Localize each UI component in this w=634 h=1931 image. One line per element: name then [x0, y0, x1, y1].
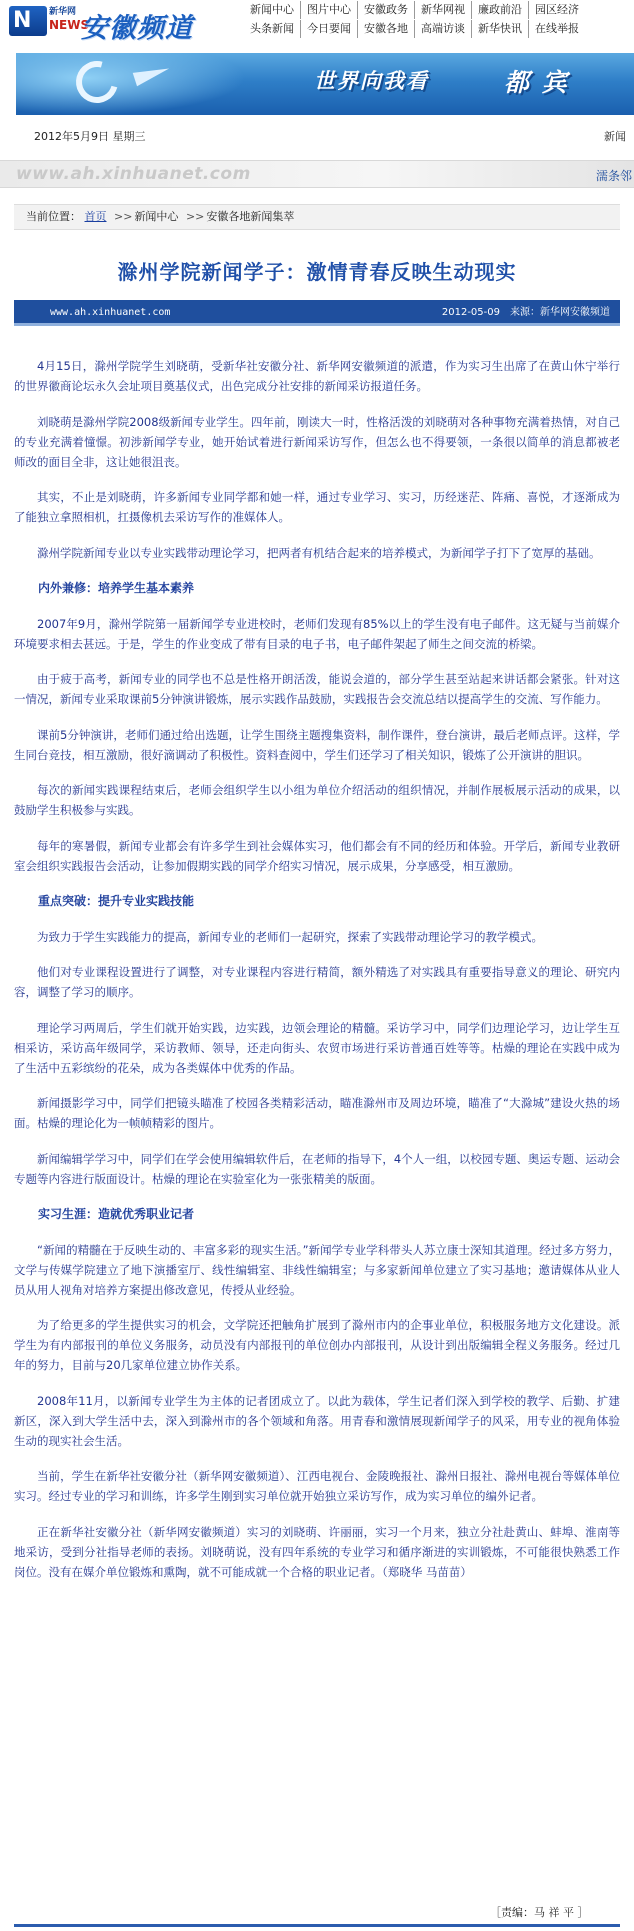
breadcrumb-label: 当前位置：	[26, 210, 81, 223]
breadcrumb-item-anhui-news[interactable]: 安徽各地新闻集萃	[206, 210, 295, 223]
article-body	[14, 356, 620, 1597]
ad-banner[interactable]	[16, 53, 634, 115]
article-paragraph: 他们对专业课程设置进行了调整，对专业课程内容进行精简，额外精选了对实践具有重要指导意义的理论、研究内容，调整了学习的顺序。	[14, 965, 620, 999]
article-paragraph: 理论学习两周后，学生们就开始实践，边实践，边领会理论的精髓。采访学习中，同学们边理论学习，边让学生互相采访，采访高年级同学，采访教师、领导，还走向街头、农贸市场进行采访普通百姓等等。枯燥的理论在实践中成为了生活中五彩缤纷的花朵，成为各类媒体中优秀的作品。	[14, 1020, 620, 1075]
article-paragraph: 由于疲于高考，新闻专业的同学也不总是性格开朗活泼，能说会道的，部分学生甚至站起来讲话都会紧张。针对这一情况，新闻专业采取课前5分钟演讲锻炼，展示实践作品鼓励，实践报告会交流总结以提高学生的交流、写作能力。	[14, 672, 620, 706]
article-subheading: 实习生涯：造就优秀职业记者	[38, 1207, 195, 1221]
nav-link[interactable]: 新闻中心	[250, 3, 294, 16]
breadcrumb-item-news-center[interactable]: 新闻中心	[134, 210, 179, 223]
date-bar-right-text[interactable]: 新闻	[604, 130, 626, 143]
nav-link[interactable]: 新华网视	[414, 1, 471, 19]
nav-link[interactable]: 图片中心	[300, 1, 357, 19]
date-bar	[0, 124, 634, 146]
article-paragraph: 2008年11月，以新闻专业学生为主体的记者团成立了。以此为载体，学生记者们深入到学校的教学、后勤、扩建新区，深入到大学生活中去，深入到滁州市的各个领域和角落。用青春和激情展现新闻学子的风采，用专业的视角体验生动的现实社会生活。	[14, 1393, 620, 1448]
article-paragraph: 每次的新闻实践课程结束后，老师会组织学生以小组为单位介绍活动的组织情况，并制作展板展示活动的成果，以鼓励学生积极参与实践。	[14, 783, 620, 817]
article-paragraph: 为了给更多的学生提供实习的机会，文学院还把触角扩展到了滁州市内的企事业单位，积极服务地方文化建设。派学生为有内部报刊的单位义务服务，动员没有内部报刊的单位创办内部报刊，从设计到出版编辑全程义务服务。经过几年的努力，目前与20几家单位建立协作关系。	[14, 1318, 620, 1372]
article-paragraph: 滁州学院新闻专业以专业实践带动理论学习，把两者有机结合起来的培养模式，为新闻学子打下了宽厚的基础。	[37, 545, 601, 560]
article-paragraph: 为致力于学生实践能力的提高，新闻专业的老师们一起研究，探索了实践带动理论学习的教学模式。	[37, 929, 543, 944]
bottom-divider	[14, 1924, 620, 1927]
top-nav-row-1	[246, 1, 634, 19]
nav-link[interactable]: 安徽政务	[357, 1, 414, 19]
news-ticker[interactable]: 濡条邻	[596, 169, 633, 183]
nav-link[interactable]: 园区经济	[528, 1, 585, 19]
article-paragraph: 4月15日，滁州学院学生刘晓萌，受新华社安徽分社、新华网安徽频道的派遣，作为实习生出席了在黄山休宁举行的世界徽商论坛永久会址项目奠基仪式，出色完成分社安排的新闻采访报道任务。	[14, 359, 620, 393]
article-paragraph: 当前，学生在新华社安徽分社（新华网安徽频道）、江西电视台、金陵晚报社、滁州日报社、滁州电视台等媒体单位实习。经过专业的学习和训练，许多学生刚到实习单位就开始独立采访写作，成为实习单位的编外记者。	[14, 1469, 620, 1503]
site-url-watermark: www.ah.xinhuanet.com	[16, 164, 251, 184]
banner-swirl	[16, 53, 246, 115]
url-bar	[0, 160, 634, 188]
article-paragraph: 正在新华社安徽分社（新华网安徽频道）实习的刘晓萌、许丽丽，实习一个月来，独立分社赴黄山、蚌埠、淮南等地采访，受到分社指导老师的表扬。刘晓萌说，没有四年系统的专业学习和循序渐进的实训锻炼，不可能很快熟悉工作岗位。没有在媒介单位锻炼和熏陶，就不可能成就一个合格的职业记者。（郑晓华 马苗苗）	[14, 1524, 620, 1579]
article-subheading: 重点突破：提升专业实践技能	[38, 894, 195, 908]
logo-small-top: 新华网	[49, 7, 77, 17]
logo-small-bottom: NEWS	[49, 18, 90, 32]
top-nav-row-2	[246, 20, 634, 38]
nav-link[interactable]: 廉政前沿	[471, 1, 528, 19]
article-paragraph: 刘晓萌是滁州学院2008级新闻专业学生。四年前，刚读大一时，性格活泼的刘晓萌对各种事物充满着热情，对自己的专业充满着憧憬。初涉新闻学专业，她开始试着进行新闻采访写作，但怎么也不得要领，一条很以简单的消息都被老师改的面目全非，这让她很沮丧。	[14, 414, 620, 469]
article-subheading: 内外兼修：培养学生基本素养	[38, 581, 195, 595]
article-paragraph: 新闻摄影学习中，同学们把镜头瞄准了校园各类精彩活动，瞄准滁州市及周边环境，瞄准了“大滁城”建设火热的场面。枯燥的理论化为一帧帧精彩的图片。	[14, 1096, 620, 1130]
breadcrumb-home-link[interactable]: 首页	[84, 210, 107, 223]
nav-link[interactable]: 安徽各地	[357, 20, 414, 38]
article-paragraph: 新闻编辑学学习中，同学们在学会使用编辑软件后，在老师的指导下，4个人一组，以校园专题、奥运专题、运动会专题等内容进行版面设计。枯燥的理论在实验室化为一张张精美的版面。	[14, 1151, 620, 1186]
site-header	[0, 0, 634, 44]
site-logo[interactable]	[9, 4, 229, 44]
banner-brand: 都 宾	[504, 68, 569, 97]
article-date-source: 2012-05-09 来源：新华网安徽频道	[441, 307, 610, 318]
article-paragraph: 课前5分钟演讲，老师们通过给出选题，让学生围绕主题搜集资料，制作课件，登台演讲，最后老师点评。这样，学生同台竞技，相互激励，很好滴调动了积极性。资料查阅中，学生们还学习了相关知识，锻炼了公开演讲的胆识。	[14, 727, 620, 762]
nav-link[interactable]: 新华快讯	[471, 20, 528, 38]
logo-emblem	[9, 6, 47, 36]
current-date: 2012年5月9日 星期三	[34, 130, 146, 143]
nav-link[interactable]: 今日要闻	[300, 20, 357, 38]
article-info-bar	[14, 300, 620, 326]
article-paragraph: 2007年9月，滁州学院第一届新闻学专业进校时，老师们发现有85%以上的学生没有电子邮件。这无疑与当前媒介环境要求相去甚远。于是，学生的作业变成了带有目录的电子书，电子邮件架起了师生之间交流的桥梁。	[14, 616, 620, 651]
nav-link[interactable]: 头条新闻	[250, 22, 294, 35]
article-paragraph: 每年的寒暑假，新闻专业都会有许多学生到社会媒体实习，他们都会有不同的经历和体验。开学后，新闻专业教研室会组织实践报告会活动，让参加假期实践的同学介绍实习情况，展示成果，分享感受，相互激励。	[14, 838, 620, 873]
nav-link[interactable]: 高端访谈	[414, 20, 471, 38]
nav-link[interactable]: 在线举报	[528, 20, 585, 38]
breadcrumb-separator: >>	[185, 210, 205, 223]
banner-slogan: 世界向我看	[314, 68, 429, 93]
logo-letter: N	[13, 8, 32, 33]
breadcrumb	[14, 204, 620, 230]
breadcrumb-separator: >>	[114, 210, 133, 223]
editor-credit: ［责编：马 祥 平 ］	[490, 1906, 589, 1919]
article-title: 滁州学院新闻学子：激情青春反映生动现实	[117, 260, 517, 284]
article-paragraph: “新闻的精髓在于反映生动的、丰富多彩的现实生活。”新闻学专业学科带头人苏立康士深知其道理。经过多方努力，文学与传媒学院建立了地下演播室厅、线性编辑室、非线性编辑室；与多家新闻单位建立了实习基地；邀请媒体从业人员从用人视角对培养方案提出修改意见，传授从业经验。	[14, 1242, 620, 1297]
article-paragraph: 其实，不止是刘晓萌，许多新闻专业同学都和她一样，通过专业学习、实习，历经迷茫、阵痛、喜悦，才逐渐成为了能独立拿照相机，扛摄像机去采访写作的准媒体人。	[14, 490, 620, 524]
article-site-url: www.ah.xinhuanet.com	[50, 307, 171, 318]
logo-channel-name: 安徽频道	[81, 13, 193, 44]
